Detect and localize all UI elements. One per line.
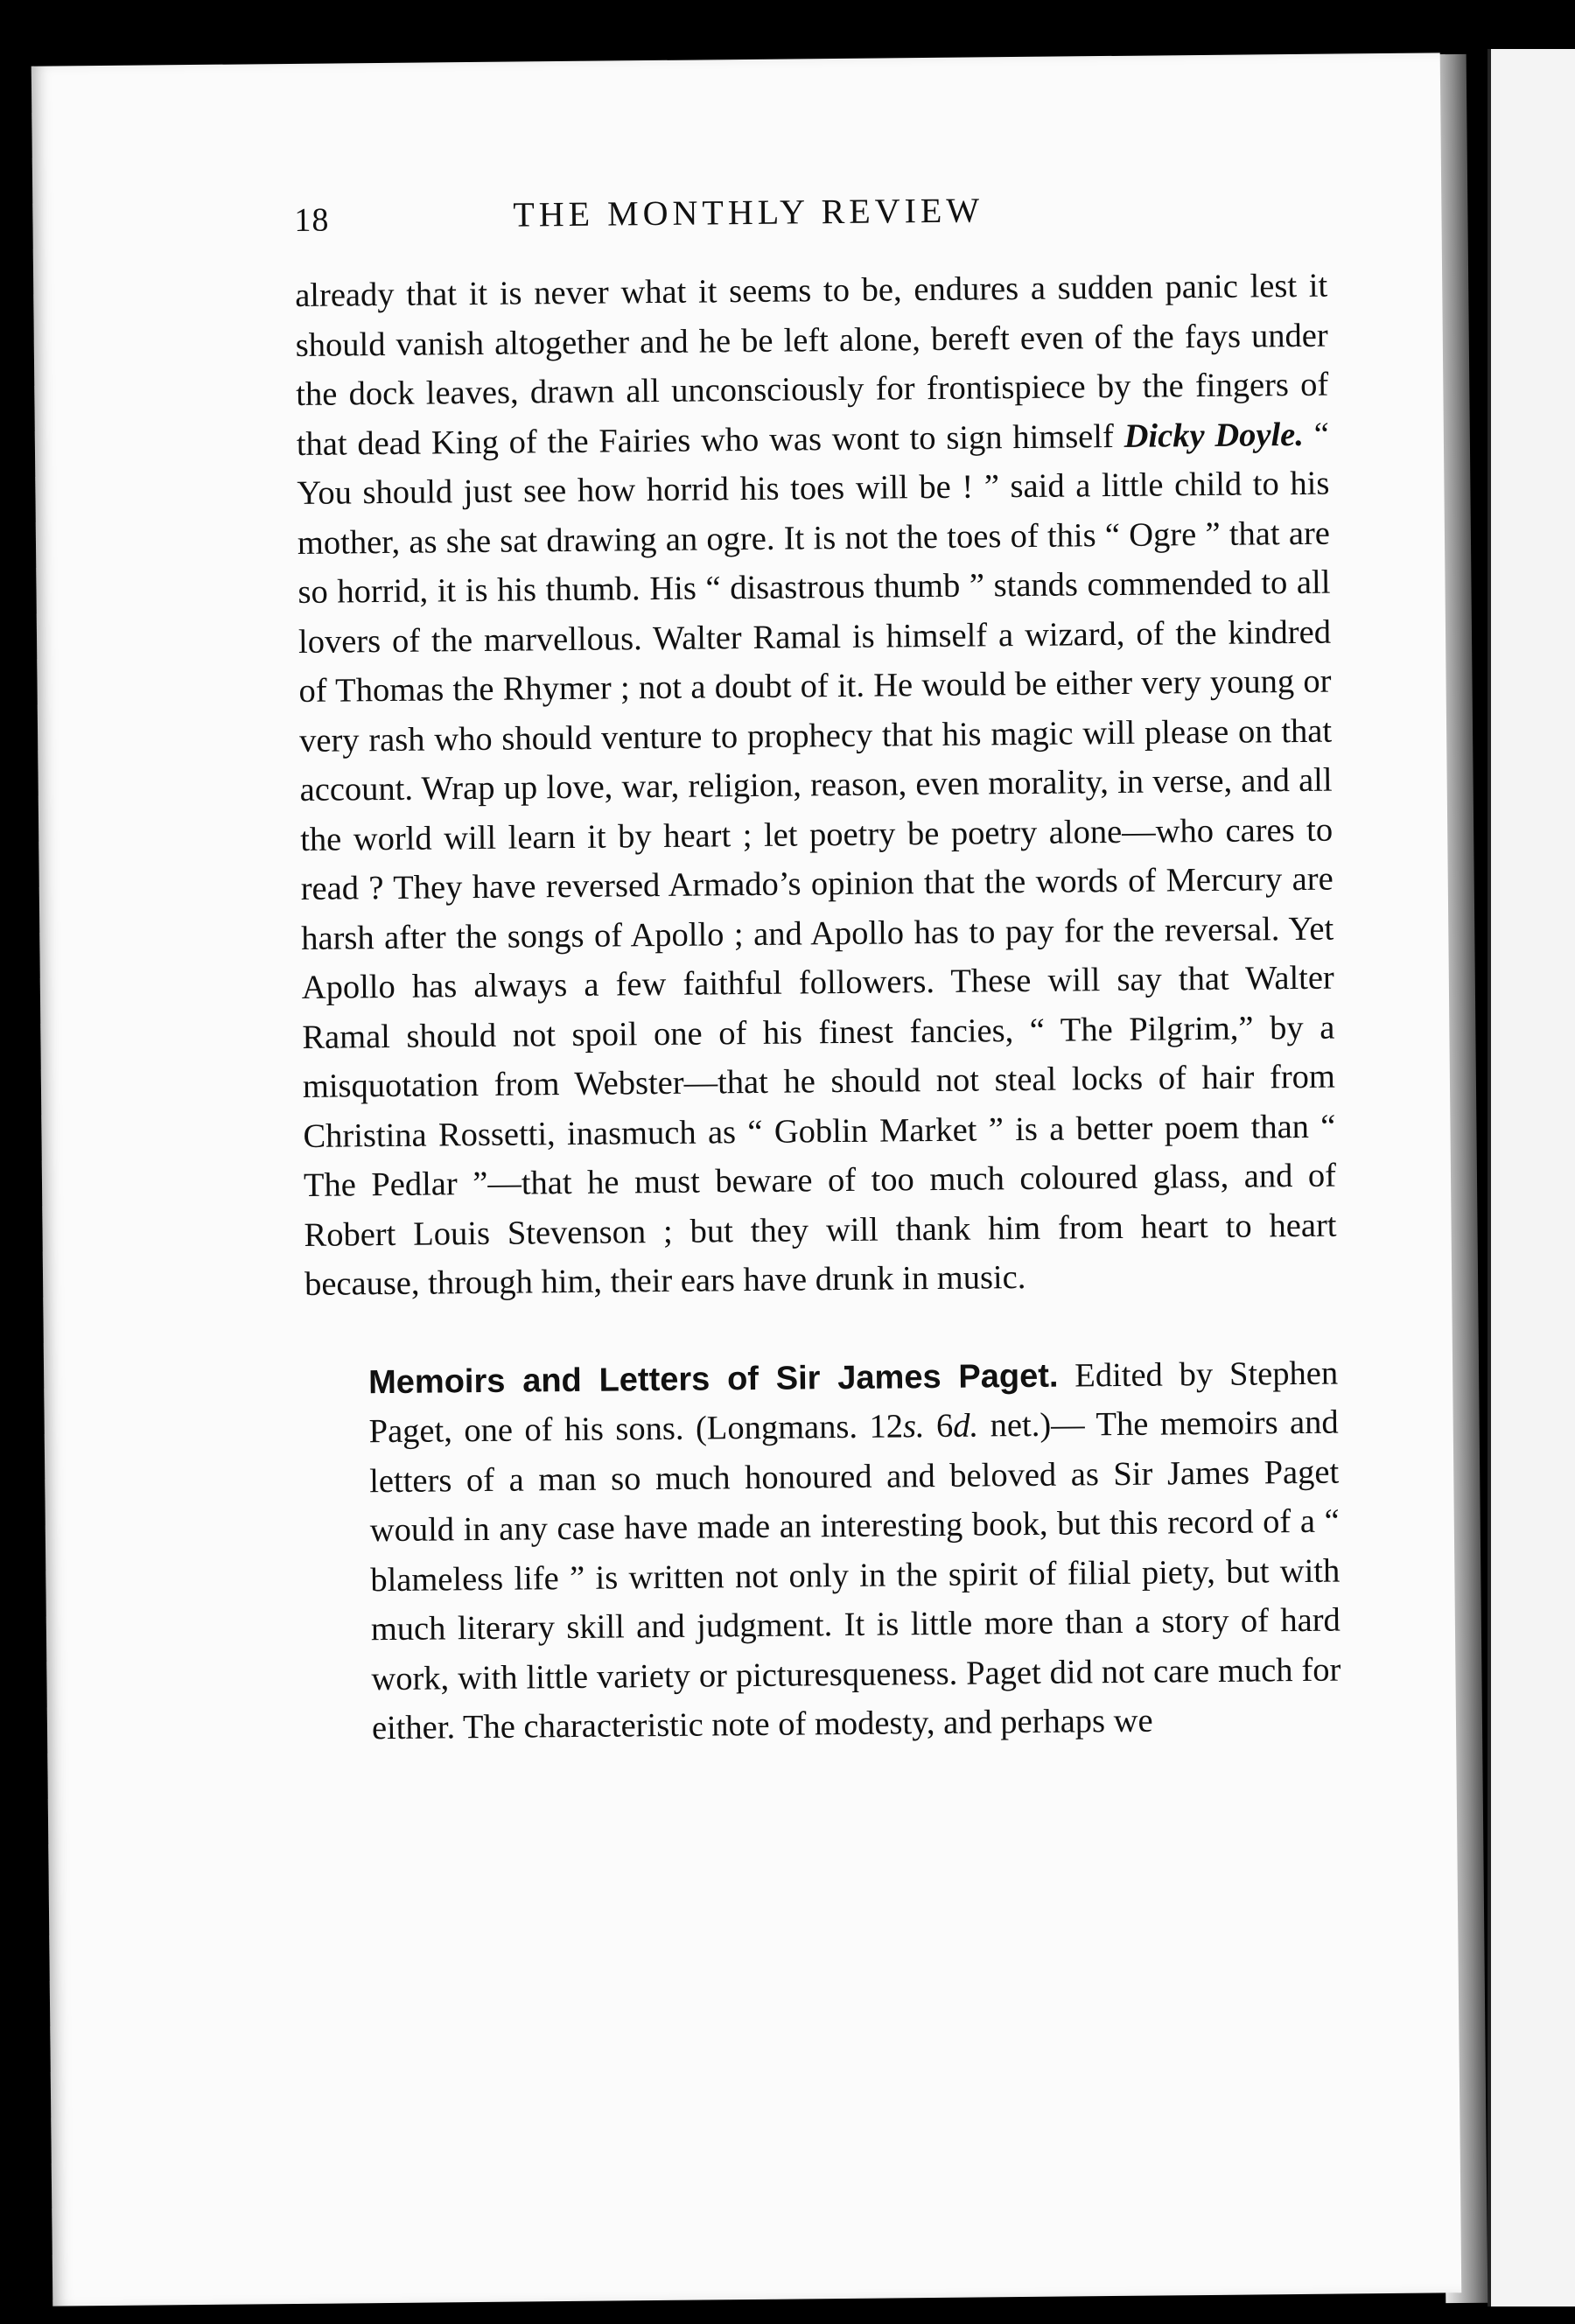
review-body: The memoirs and letters of a man so much honoured and beloved as Sir James Paget would in any case have made an interesting book, but this record of a “ blameless life ” is written not only in the spirit of filial piety, but with much literary skill and judgment. It is little more than a story of hard work, with little variety or picturesqueness. Paget did not care much for either. The characteristic note of modesty, and perhaps we	[369, 1404, 1341, 1747]
first-article-paragraph	[295, 262, 1337, 1310]
running-head	[294, 174, 1327, 245]
journal-title: THE MONTHLY REVIEW	[513, 190, 984, 234]
pence-abbrev: d.	[953, 1407, 979, 1445]
review-net: net.)—	[977, 1406, 1085, 1445]
page-content	[294, 174, 1341, 1754]
dicky-doyle-signature: Dicky Doyle.	[1124, 416, 1305, 455]
paragraph-text-part-2: “ You should just see how horrid his toes will be ! ” said a little child to his mother, as she sat drawing an ogre. It is not the toes of this “ Ogre ” that are so horrid, it is his thumb. His “ disastrous thumb ” stands commended to all lovers of the marvellous. Walter Ramal is himself a wizard, of the kindred of Thomas the Rhymer ; not a doubt of it. He would be either very young or very rash who should venture to prophecy that his magic will please on that account. Wrap up love, war, religion, reason, even morality, in verse, and all the world will learn it by heart ; let poetry be poetry alone—who cares to read ? They have reversed Armado’s opinion that the words of Mercury are harsh after the songs of Apollo ; and Apollo has to pay for the reversal. Yet Apollo has always a few faithful followers. These will say that Walter Ramal should not spoil one of his finest fancies, “ The Pilgrim,” by a misquotation from Webster—that he should not steal locks of hair from Christina Rossetti, inasmuch as “ Goblin Market ” is a better poem than “ The Pedlar ”—that he must beware of too much coloured glass, and of Robert Louis Stevenson ; but they will thank him from heart to heart because, through him, their ears have drunk in music.	[297, 416, 1337, 1303]
next-page-edge	[1488, 49, 1575, 2306]
review-price-pence: 6	[924, 1407, 954, 1446]
paragraph-text-part-1: already that it is never what it seems to be, endures a sudden panic lest it should vanish altogether and he be left alone, bereft even of the fays under the dock leaves, drawn all unconsciously for frontispiece by the fingers of that dead King of the Fairies who was wont to sign himself	[295, 267, 1329, 463]
review-heading: Memoirs and Letters of Sir James Paget.	[368, 1357, 1059, 1401]
review-editor: Edited by Stephen Paget, one of his sons. (Longmans. 12	[368, 1354, 1339, 1451]
shillings-abbrev: s.	[902, 1408, 925, 1446]
page-number: 18	[294, 201, 330, 239]
review-paragraph	[305, 1348, 1341, 1754]
